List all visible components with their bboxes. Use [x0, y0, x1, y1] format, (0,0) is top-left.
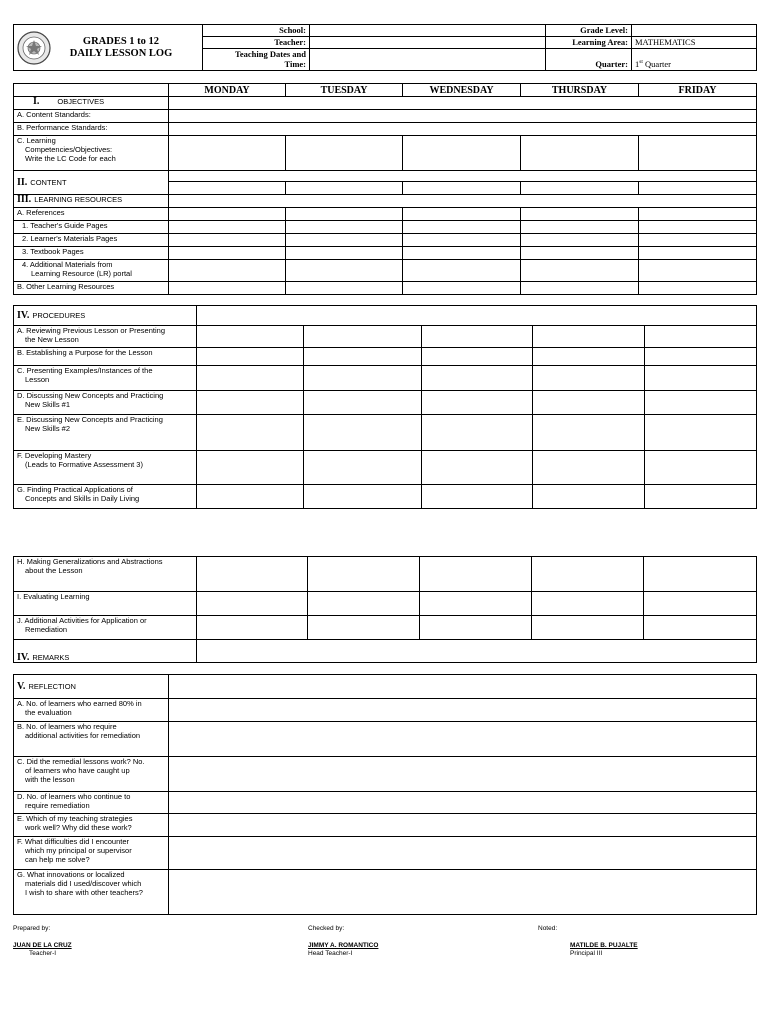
tg-tuesday[interactable] [286, 221, 403, 234]
pg-wednesday[interactable] [422, 485, 533, 509]
pg-friday[interactable] [645, 485, 757, 509]
competencies-tuesday[interactable] [286, 136, 403, 171]
school-label: School: [203, 25, 310, 37]
prepared-by-name: JUAN DE LA CRUZ [13, 942, 72, 949]
teachers-guide-label: 1. Teacher's Guide Pages [14, 221, 169, 234]
pi-tuesday[interactable] [308, 592, 420, 616]
pc-thursday[interactable] [533, 366, 645, 391]
learners-remediation-field[interactable] [169, 722, 757, 757]
school-field[interactable] [310, 25, 546, 37]
pb-wednesday[interactable] [422, 348, 533, 366]
ph-thursday[interactable] [532, 557, 644, 592]
lm-wednesday[interactable] [403, 234, 521, 247]
checked-by-label: Checked by: [308, 925, 345, 932]
references-friday[interactable] [639, 208, 757, 221]
content-monday[interactable] [169, 182, 286, 195]
procedures-field[interactable] [197, 306, 757, 326]
pj-wednesday[interactable] [420, 616, 532, 640]
content-field-top[interactable] [169, 171, 757, 182]
practical-applications-label: G. Finding Practical Applications of Concepts and Skills in Daily Living [14, 485, 197, 509]
pf-monday[interactable] [197, 451, 304, 485]
pg-monday[interactable] [197, 485, 304, 509]
objectives-field[interactable] [169, 97, 757, 110]
pb-friday[interactable] [645, 348, 757, 366]
checked-by-name: JIMMY A. ROMANTICO [308, 942, 379, 949]
document-title-line1: GRADES 1 to 12 [82, 35, 160, 47]
grade-level-label: Grade Level: [546, 25, 632, 37]
pa-tuesday[interactable] [304, 326, 422, 348]
pg-tuesday[interactable] [304, 485, 422, 509]
deped-seal-logo [17, 31, 51, 65]
pg-thursday[interactable] [533, 485, 645, 509]
teaching-strategies-field[interactable] [169, 814, 757, 837]
discussing-skills-2-label: E. Discussing New Concepts and Practicing New Skills #2 [14, 415, 197, 451]
remedial-lessons-label: C. Did the remedial lessons work? No. of learners who have caught up with the lesson [14, 757, 169, 792]
prepared-by-label: Prepared by: [13, 925, 51, 932]
tg-wednesday[interactable] [403, 221, 521, 234]
innovations-label: G. What innovations or localized materials did I used/discover which I wish to share with other teachers? [14, 870, 169, 915]
pe-friday[interactable] [645, 415, 757, 451]
pi-thursday[interactable] [532, 592, 644, 616]
pd-wednesday[interactable] [422, 391, 533, 415]
learners-80-percent-label: A. No. of learners who earned 80% in the evaluation [14, 699, 169, 722]
am-friday[interactable] [639, 260, 757, 282]
pf-wednesday[interactable] [422, 451, 533, 485]
or-thursday[interactable] [521, 282, 639, 295]
tg-friday[interactable] [639, 221, 757, 234]
pa-friday[interactable] [645, 326, 757, 348]
difficulties-label: F. What difficulties did I encounter which my principal or supervisor can help me solve? [14, 837, 169, 870]
or-tuesday[interactable] [286, 282, 403, 295]
tg-thursday[interactable] [521, 221, 639, 234]
pb-monday[interactable] [197, 348, 304, 366]
checked-by-block [308, 925, 378, 958]
competencies-monday[interactable] [169, 136, 286, 171]
pa-wednesday[interactable] [422, 326, 533, 348]
am-tuesday[interactable] [286, 260, 403, 282]
pc-monday[interactable] [197, 366, 304, 391]
references-label: A. References [14, 208, 169, 221]
pd-friday[interactable] [645, 391, 757, 415]
other-resources-label: B. Other Learning Resources [14, 282, 169, 295]
am-thursday[interactable] [521, 260, 639, 282]
content-standards-label: A. Content Standards: [14, 110, 169, 123]
quarter-value[interactable]: 1st Quarter [632, 49, 757, 71]
evaluating-learning-label: I. Evaluating Learning [14, 592, 197, 616]
continue-remediation-field[interactable] [169, 792, 757, 814]
grade-level-field[interactable] [632, 25, 757, 37]
references-thursday[interactable] [521, 208, 639, 221]
procedures-heading: IV. PROCEDURES [14, 306, 197, 326]
pj-monday[interactable] [197, 616, 308, 640]
competencies-friday[interactable] [639, 136, 757, 171]
content-standards-field[interactable] [169, 110, 757, 123]
am-wednesday[interactable] [403, 260, 521, 282]
or-friday[interactable] [639, 282, 757, 295]
learning-resources-field[interactable] [169, 195, 757, 208]
days-header-row [14, 84, 757, 97]
tb-thursday[interactable] [521, 247, 639, 260]
ph-wednesday[interactable] [420, 557, 532, 592]
pe-wednesday[interactable] [422, 415, 533, 451]
pj-tuesday[interactable] [308, 616, 420, 640]
content-thursday[interactable] [521, 182, 639, 195]
pd-thursday[interactable] [533, 391, 645, 415]
remedial-lessons-field[interactable] [169, 757, 757, 792]
lm-thursday[interactable] [521, 234, 639, 247]
reflection-heading: V. REFLECTION [14, 675, 169, 699]
pb-thursday[interactable] [533, 348, 645, 366]
objectives-table [13, 83, 757, 295]
pi-wednesday[interactable] [420, 592, 532, 616]
pj-friday[interactable] [644, 616, 757, 640]
pc-tuesday[interactable] [304, 366, 422, 391]
learners-80-percent-field[interactable] [169, 699, 757, 722]
prepared-by-block [13, 925, 72, 958]
textbook-pages-label: 3. Textbook Pages [14, 247, 169, 260]
pd-tuesday[interactable] [304, 391, 422, 415]
reflection-field[interactable] [169, 675, 757, 699]
performance-standards-label: B. Performance Standards: [14, 123, 169, 136]
or-monday[interactable] [169, 282, 286, 295]
remarks-field[interactable] [197, 640, 757, 663]
noted-block [538, 925, 638, 958]
pj-thursday[interactable] [532, 616, 644, 640]
ph-friday[interactable] [644, 557, 757, 592]
noted-name: MATILDE B. PUJALTE [570, 942, 638, 949]
references-monday[interactable] [169, 208, 286, 221]
reflection-table [13, 674, 757, 915]
ph-tuesday[interactable] [308, 557, 420, 592]
discussing-skills-1-label: D. Discussing New Concepts and Practicing New Skills #1 [14, 391, 197, 415]
noted-label: Noted: [538, 925, 558, 932]
tb-tuesday[interactable] [286, 247, 403, 260]
developing-mastery-label: F. Developing Mastery (Leads to Formative Assessment 3) [14, 451, 197, 485]
competencies-wednesday[interactable] [403, 136, 521, 171]
competencies-thursday[interactable] [521, 136, 639, 171]
pi-friday[interactable] [644, 592, 757, 616]
procedures-table [13, 305, 757, 509]
content-friday[interactable] [639, 182, 757, 195]
pb-tuesday[interactable] [304, 348, 422, 366]
generalizations-label: H. Making Generalizations and Abstractions about the Lesson [14, 557, 197, 592]
content-wednesday[interactable] [403, 182, 521, 195]
lm-monday[interactable] [169, 234, 286, 247]
header-table [13, 24, 757, 71]
teacher-label: Teacher: [203, 37, 310, 49]
pe-tuesday[interactable] [304, 415, 422, 451]
learning-area-value[interactable]: MATHEMATICS [632, 37, 757, 49]
am-monday[interactable] [169, 260, 286, 282]
pe-monday[interactable] [197, 415, 304, 451]
pi-monday[interactable] [197, 592, 308, 616]
learners-materials-label: 2. Learner's Materials Pages [14, 234, 169, 247]
learners-remediation-label: B. No. of learners who require additional activities for remediation [14, 722, 169, 757]
additional-activities-label: J. Additional Activities for Application or Remediation [14, 616, 197, 640]
noted-title: Principal III [570, 950, 603, 957]
day-wednesday: WEDNESDAY [403, 84, 521, 97]
presenting-examples-label: C. Presenting Examples/Instances of the Lesson [14, 366, 197, 391]
difficulties-field[interactable] [169, 837, 757, 870]
lm-tuesday[interactable] [286, 234, 403, 247]
pf-thursday[interactable] [533, 451, 645, 485]
day-monday: MONDAY [169, 84, 286, 97]
day-thursday: THURSDAY [521, 84, 639, 97]
reviewing-lesson-label: A. Reviewing Previous Lesson or Presenting the New Lesson [14, 326, 197, 348]
pa-monday[interactable] [197, 326, 304, 348]
content-tuesday[interactable] [286, 182, 403, 195]
continue-remediation-label: D. No. of learners who continue to require remediation [14, 792, 169, 814]
procedures-continued-table [13, 556, 757, 663]
pf-tuesday[interactable] [304, 451, 422, 485]
establishing-purpose-label: B. Establishing a Purpose for the Lesson [14, 348, 197, 366]
references-tuesday[interactable] [286, 208, 403, 221]
day-tuesday: TUESDAY [286, 84, 403, 97]
day-friday: FRIDAY [639, 84, 757, 97]
pf-friday[interactable] [645, 451, 757, 485]
tb-wednesday[interactable] [403, 247, 521, 260]
learning-competencies-label: C. Learning Competencies/Objectives: Write the LC Code for each [14, 136, 169, 171]
objectives-heading: I. OBJECTIVES [14, 97, 169, 110]
pe-thursday[interactable] [533, 415, 645, 451]
remarks-heading: IV. REMARKS [14, 640, 197, 663]
content-heading: II. CONTENT [14, 171, 169, 195]
tb-friday[interactable] [639, 247, 757, 260]
learning-resources-heading: III. LEARNING RESOURCES [14, 195, 169, 208]
lm-friday[interactable] [639, 234, 757, 247]
document-title-line2: DAILY LESSON LOG [69, 47, 173, 59]
corner-cell [14, 84, 169, 97]
pd-monday[interactable] [197, 391, 304, 415]
innovations-field[interactable] [169, 870, 757, 915]
teacher-field[interactable] [310, 37, 546, 49]
prepared-by-title: Teacher-I [29, 950, 57, 957]
tb-monday[interactable] [169, 247, 286, 260]
tg-monday[interactable] [169, 221, 286, 234]
learning-area-label: Learning Area: [546, 37, 632, 49]
checked-by-title: Head Teacher-I [308, 950, 353, 957]
teaching-dates-label: Teaching Dates and Time: [203, 49, 310, 71]
performance-standards-field[interactable] [169, 123, 757, 136]
additional-materials-label: 4. Additional Materials from Learning Resource (LR) portal [14, 260, 169, 282]
pc-friday[interactable] [645, 366, 757, 391]
teaching-strategies-label: E. Which of my teaching strategies work well? Why did these work? [14, 814, 169, 837]
references-wednesday[interactable] [403, 208, 521, 221]
pc-wednesday[interactable] [422, 366, 533, 391]
or-wednesday[interactable] [403, 282, 521, 295]
pa-thursday[interactable] [533, 326, 645, 348]
ph-monday[interactable] [197, 557, 308, 592]
quarter-label: Quarter: [546, 49, 632, 71]
teaching-dates-field[interactable] [310, 49, 546, 71]
title-cell [14, 25, 203, 71]
